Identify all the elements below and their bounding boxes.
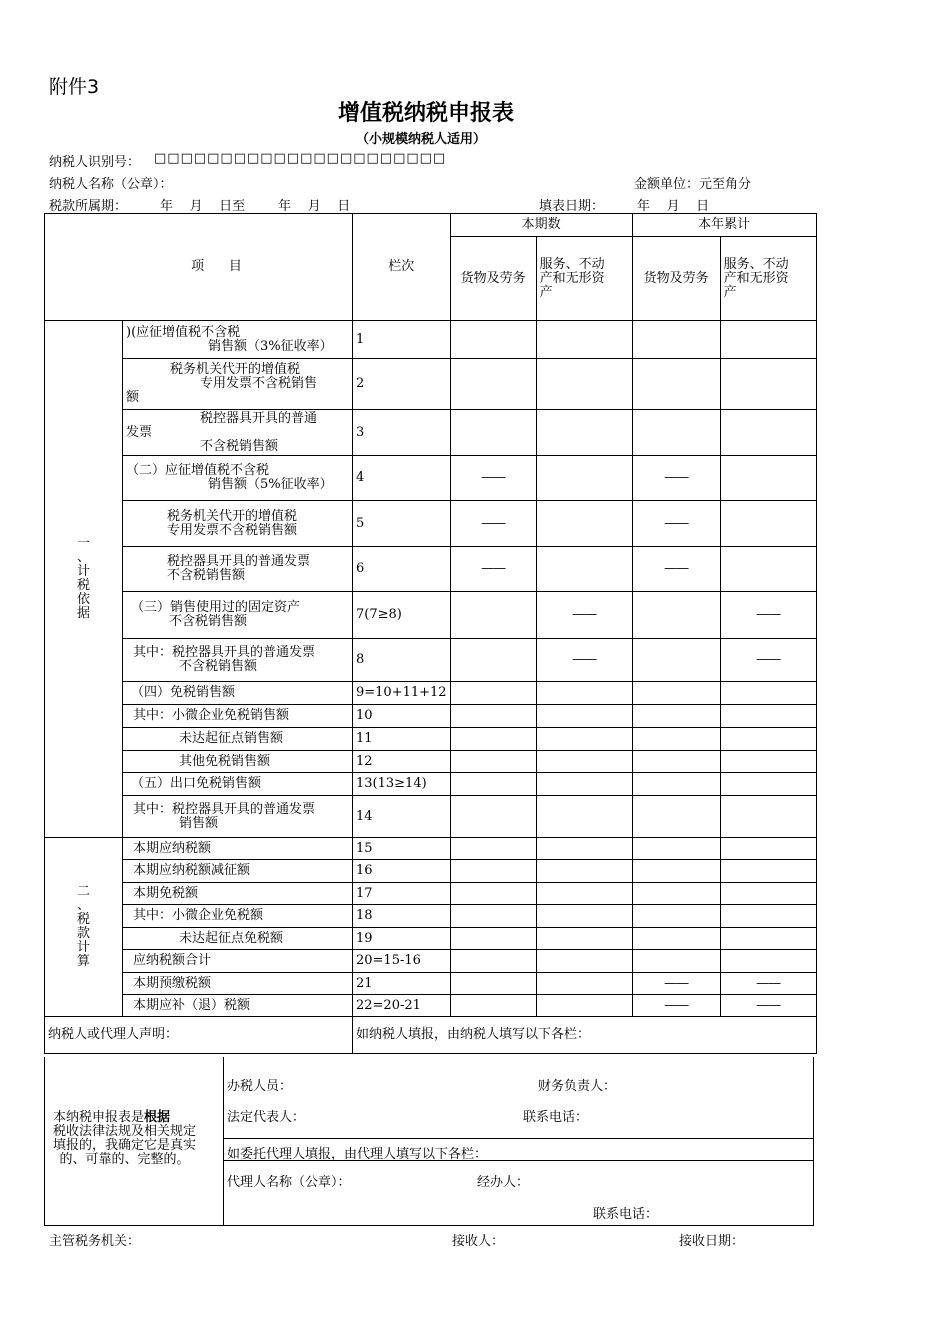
- table-row: [45, 592, 817, 639]
- services-current-cell: ——: [536, 592, 632, 639]
- goods-year-cell[interactable]: [632, 639, 720, 682]
- row-item: （三）销售使用过的固定资产 不含税销售额: [123, 592, 353, 639]
- goods-current-cell[interactable]: [450, 973, 536, 995]
- goods-year-cell: ——: [632, 501, 720, 547]
- services-current-cell[interactable]: [536, 321, 632, 359]
- row-no: 1: [353, 321, 451, 359]
- table-row: [45, 838, 817, 860]
- legal-rep-label: 法定代表人：: [227, 1110, 306, 1125]
- page-subtitle: （小规模纳税人适用）: [356, 132, 487, 147]
- receive-date-label: 接收日期：: [679, 1234, 745, 1249]
- goods-current-cell: ——: [450, 501, 536, 547]
- agent-name-label: 代理人名称（公章）：: [227, 1175, 351, 1190]
- tax-officer-label: 办税人员：: [227, 1079, 293, 1094]
- row-no: 20=15-16: [353, 950, 451, 973]
- goods-year-cell: ——: [632, 995, 720, 1017]
- goods-current-cell[interactable]: [450, 359, 536, 410]
- services-year-cell: ——: [720, 973, 816, 995]
- goods-current-cell[interactable]: [450, 639, 536, 682]
- goods-current-cell[interactable]: [450, 705, 536, 728]
- row-item: （二）应征增值税不含税 销售额（5%征收率）: [123, 456, 353, 501]
- goods-current-cell[interactable]: [450, 950, 536, 973]
- row-no-header: 栏次: [353, 214, 451, 321]
- row-no: 15: [353, 838, 451, 860]
- goods-year-cell[interactable]: [632, 838, 720, 860]
- row-item: 未达起征点免税额: [123, 928, 353, 950]
- table-row: [45, 547, 817, 592]
- row-item: 税务机关代开的增值税 专用发票不含税销售 额: [123, 359, 353, 410]
- services-header-current: 服务、不动 产和无形资 产: [536, 237, 632, 321]
- goods-year-cell[interactable]: [632, 796, 720, 838]
- services-year-cell[interactable]: [720, 321, 816, 359]
- table-row: [45, 410, 817, 456]
- services-current-cell[interactable]: [536, 728, 632, 751]
- self-fill-section: [224, 1057, 813, 1139]
- goods-current-cell[interactable]: [450, 728, 536, 751]
- row-no: 6: [353, 547, 451, 592]
- goods-year-cell[interactable]: [632, 410, 720, 456]
- table-row: [45, 728, 817, 751]
- services-year-cell[interactable]: [720, 501, 816, 547]
- goods-year-cell[interactable]: [632, 928, 720, 950]
- goods-year-cell[interactable]: [632, 682, 720, 705]
- table-row: [45, 950, 817, 973]
- agent-phone-label: 联系电话：: [593, 1207, 659, 1222]
- row-no: 13(13≥14): [353, 773, 451, 796]
- goods-current-cell: ——: [450, 547, 536, 592]
- goods-current-cell[interactable]: [450, 751, 536, 773]
- row-no: 3: [353, 410, 451, 456]
- services-current-cell[interactable]: [536, 682, 632, 705]
- goods-year-cell[interactable]: [632, 950, 720, 973]
- page-title: 增值税纳税申报表: [338, 100, 515, 126]
- goods-current-cell[interactable]: [450, 883, 536, 905]
- row-no: 19: [353, 928, 451, 950]
- agent-fill-note: 如委托代理人填报，由代理人填写以下各栏：: [227, 1147, 488, 1162]
- contact-phone-label: 联系电话：: [523, 1110, 589, 1125]
- services-current-cell[interactable]: [536, 359, 632, 410]
- row-item: )(应征增值税不含税 销售额（3%征收率）: [123, 321, 353, 359]
- statement: 本纳税申报表是根据 税收法律法规及相关规定 填报的，我确定它是真实 的、可靠的、完整的。: [53, 1110, 197, 1167]
- goods-year-cell[interactable]: [632, 751, 720, 773]
- fill-date: 填表日期： 年 月 日: [539, 199, 710, 214]
- services-current-cell[interactable]: [536, 995, 632, 1017]
- goods-year-cell[interactable]: [632, 883, 720, 905]
- services-current-cell[interactable]: [536, 928, 632, 950]
- row-item: 本期应纳税额减征额: [123, 860, 353, 883]
- services-current-cell[interactable]: [536, 547, 632, 592]
- goods-year-cell: ——: [632, 973, 720, 995]
- services-current-cell[interactable]: [536, 838, 632, 860]
- goods-current-cell[interactable]: [450, 838, 536, 860]
- row-no: 14: [353, 796, 451, 838]
- goods-current-cell[interactable]: [450, 928, 536, 950]
- tax-authority-label: 主管税务机关：: [49, 1234, 141, 1249]
- row-item: （四）免税销售额: [123, 682, 353, 705]
- row-item: 本期应补（退）税额: [123, 995, 353, 1017]
- row-item: 本期应纳税额: [123, 838, 353, 860]
- services-current-cell[interactable]: [536, 705, 632, 728]
- row-no: 9=10+11+12: [353, 682, 451, 705]
- row-item: 未达起征点销售额: [123, 728, 353, 751]
- goods-year-cell[interactable]: [632, 359, 720, 410]
- section-calc-label: 二 、 税 款 计 算: [45, 838, 123, 1017]
- services-header-year: 服务、不动 产和无形资 产: [720, 237, 816, 321]
- table-row: [45, 456, 817, 501]
- row-item: 其中：小微企业免税销售额: [123, 705, 353, 728]
- services-year-cell[interactable]: [720, 838, 816, 860]
- services-year-cell[interactable]: [720, 728, 816, 751]
- row-no: 11: [353, 728, 451, 751]
- year-total-header: 本年累计: [632, 214, 816, 237]
- row-item: 税务机关代开的增值税 专用发票不含税销售额: [123, 501, 353, 547]
- table-row: [45, 639, 817, 682]
- row-no: 5: [353, 501, 451, 547]
- table-row: [45, 321, 817, 359]
- row-item: 其中：税控器具开具的普通发票 不含税销售额: [123, 639, 353, 682]
- table-row: [45, 773, 817, 796]
- row-no: 4: [353, 456, 451, 501]
- row-no: 17: [353, 883, 451, 905]
- table-row: [45, 860, 817, 883]
- goods-current-cell[interactable]: [450, 860, 536, 883]
- services-year-cell[interactable]: [720, 359, 816, 410]
- goods-current-cell[interactable]: [450, 682, 536, 705]
- attachment-label: 附件3: [49, 76, 100, 98]
- row-no: 10: [353, 705, 451, 728]
- taxpayer-id-boxes: □□□□□□□□□□□□□□□□□□□□□□: [154, 151, 447, 166]
- services-year-cell[interactable]: [720, 456, 816, 501]
- taxpayer-id-label: 纳税人识别号：: [49, 155, 141, 170]
- services-current-cell[interactable]: [536, 410, 632, 456]
- table-row: [45, 359, 817, 410]
- services-year-cell[interactable]: [720, 751, 816, 773]
- row-item: 其他免税销售额: [123, 751, 353, 773]
- services-year-cell: ——: [720, 592, 816, 639]
- goods-current-cell[interactable]: [450, 995, 536, 1017]
- goods-year-cell[interactable]: [632, 773, 720, 796]
- taxpayer-name-label: 纳税人名称（公章）：: [49, 177, 173, 192]
- table-row: [45, 995, 817, 1017]
- services-year-cell[interactable]: [720, 860, 816, 883]
- services-year-cell[interactable]: [720, 682, 816, 705]
- services-year-cell[interactable]: [720, 705, 816, 728]
- services-current-cell[interactable]: [536, 973, 632, 995]
- goods-current-cell[interactable]: [450, 905, 536, 928]
- services-year-cell[interactable]: [720, 950, 816, 973]
- section-basis-label: 一 、 计 税 依 据: [45, 321, 123, 838]
- goods-year-cell[interactable]: [632, 705, 720, 728]
- row-no: 7(7≥8): [353, 592, 451, 639]
- table-row: [45, 705, 817, 728]
- goods-year-cell[interactable]: [632, 728, 720, 751]
- row-item: （五）出口免税销售额: [123, 773, 353, 796]
- row-item: 其中：税控器具开具的普通发票 销售额: [123, 796, 353, 838]
- services-current-cell[interactable]: [536, 860, 632, 883]
- row-no: 18: [353, 905, 451, 928]
- table-row: [45, 928, 817, 950]
- current-period-header: 本期数: [450, 214, 632, 237]
- goods-year-cell[interactable]: [632, 592, 720, 639]
- declaration-block: [44, 1057, 814, 1226]
- row-no: 22=20-21: [353, 995, 451, 1017]
- services-year-cell[interactable]: [720, 883, 816, 905]
- goods-year-cell[interactable]: [632, 321, 720, 359]
- services-current-cell[interactable]: [536, 796, 632, 838]
- row-no: 2: [353, 359, 451, 410]
- goods-current-cell[interactable]: [450, 592, 536, 639]
- row-item: 税控器具开具的普通发票 不含税销售额: [123, 547, 353, 592]
- table-row: [45, 796, 817, 838]
- services-current-cell[interactable]: [536, 950, 632, 973]
- services-current-cell[interactable]: [536, 456, 632, 501]
- declaration-label: 纳税人或代理人声明：: [45, 1017, 353, 1054]
- table-row: [45, 973, 817, 995]
- goods-year-cell[interactable]: [632, 905, 720, 928]
- row-no: 8: [353, 639, 451, 682]
- tax-period: 税款所属期： 年 月 日至 年 月 日: [49, 199, 351, 214]
- services-current-cell[interactable]: [536, 501, 632, 547]
- finance-head-label: 财务负责人：: [538, 1079, 617, 1094]
- table-row: [45, 905, 817, 928]
- table-row: [45, 501, 817, 547]
- services-current-cell[interactable]: [536, 751, 632, 773]
- goods-current-cell[interactable]: [450, 410, 536, 456]
- row-item: 其中：小微企业免税额: [123, 905, 353, 928]
- tax-return-table: [44, 213, 817, 1054]
- goods-year-cell[interactable]: [632, 860, 720, 883]
- services-current-cell[interactable]: [536, 773, 632, 796]
- services-year-cell[interactable]: [720, 796, 816, 838]
- row-no: 21: [353, 973, 451, 995]
- row-no: 12: [353, 751, 451, 773]
- table-row: [45, 682, 817, 705]
- row-item: 本期预缴税额: [123, 973, 353, 995]
- services-current-cell[interactable]: [536, 883, 632, 905]
- receiver-label: 接收人：: [452, 1234, 505, 1249]
- row-item: 税控器具开具的普通 发票 不含税销售额: [123, 410, 353, 456]
- goods-year-cell: ——: [632, 456, 720, 501]
- services-year-cell[interactable]: [720, 773, 816, 796]
- services-year-cell: ——: [720, 995, 816, 1017]
- self-fill-note: 如纳税人填报，由纳税人填写以下各栏：: [353, 1017, 817, 1054]
- services-year-cell[interactable]: [720, 547, 816, 592]
- goods-current-cell[interactable]: [450, 796, 536, 838]
- services-current-cell[interactable]: [536, 905, 632, 928]
- goods-current-cell[interactable]: [450, 321, 536, 359]
- services-year-cell: ——: [720, 639, 816, 682]
- services-current-cell: ——: [536, 639, 632, 682]
- services-year-cell[interactable]: [720, 410, 816, 456]
- handler-label: 经办人：: [477, 1175, 530, 1190]
- goods-year-cell: ——: [632, 547, 720, 592]
- amount-unit: 金额单位：元至角分: [634, 177, 752, 192]
- row-item: 应纳税额合计: [123, 950, 353, 973]
- services-year-cell[interactable]: [720, 905, 816, 928]
- goods-header-current: 货物及劳务: [450, 237, 536, 321]
- goods-current-cell[interactable]: [450, 773, 536, 796]
- services-year-cell[interactable]: [720, 928, 816, 950]
- row-no: 16: [353, 860, 451, 883]
- goods-current-cell: ——: [450, 456, 536, 501]
- item-header: 项 目: [45, 214, 353, 321]
- row-item: 本期免税额: [123, 883, 353, 905]
- table-row: [45, 751, 817, 773]
- goods-header-year: 货物及劳务: [632, 237, 720, 321]
- table-row: [45, 883, 817, 905]
